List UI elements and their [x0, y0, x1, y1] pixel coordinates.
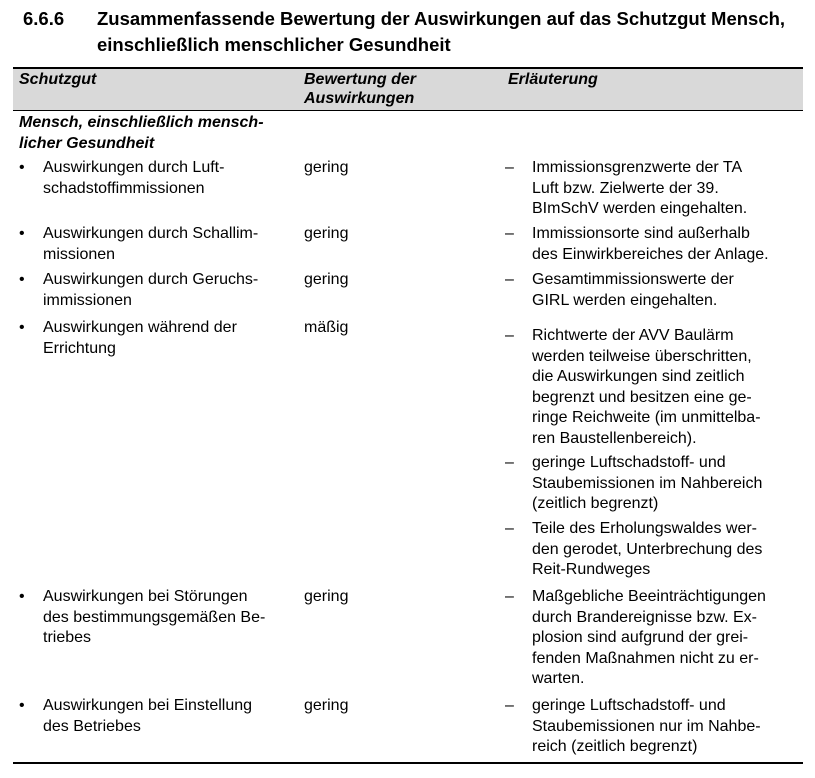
explanation-line: Gesamtimmissionswerte der: [532, 271, 734, 288]
explanation-line: warten.: [532, 670, 585, 687]
schutzgut-item-line: Auswirkungen durch Schallim-: [43, 225, 259, 242]
section-title-line: Zusammenfassende Bewertung der Auswirkungen auf das Schutzgut Mensch,: [97, 8, 786, 29]
dash-icon: –: [505, 327, 514, 344]
schutzgut-item-line: des Betriebes: [43, 717, 141, 735]
schutzgut-item-line: schadstoffimmissionen: [43, 179, 205, 197]
schutzgut-item-text: [43, 696, 308, 737]
explanation-line: werden teilweise überschritten,: [532, 347, 752, 365]
rating-value: gering: [304, 697, 349, 714]
header-schutzgut: Schutzgut: [19, 71, 97, 88]
schutzgut-item-line: Auswirkungen bei Einstellung: [43, 697, 253, 714]
explanation-text: [532, 696, 804, 758]
schutzgut-item-line: des bestimmungsgemäßen Be-: [43, 608, 266, 626]
schutzgut-item-line: Auswirkungen während der: [43, 319, 237, 336]
bullet-icon: •: [19, 588, 25, 605]
explanation-line: den gerodet, Unterbrechung des: [532, 540, 763, 558]
bullet-icon: •: [19, 319, 25, 336]
schutzgut-item-text: [43, 224, 308, 265]
explanation-line: Luft bzw. Zielwerte der 39.: [532, 179, 719, 197]
explanation-text: [532, 326, 804, 449]
dash-icon: –: [505, 697, 514, 714]
header-erlaeuterung: Erläuterung: [508, 71, 598, 88]
explanation-line: Immissionsorte sind außerhalb: [532, 225, 750, 242]
explanation-line: geringe Luftschadstoff- und: [532, 454, 726, 471]
section-number: 6.6.6: [23, 8, 65, 29]
schutzgut-item-line: Auswirkungen durch Geruchs-: [43, 271, 259, 288]
dash-icon: –: [505, 520, 514, 537]
explanation-text: [532, 158, 804, 220]
explanation-line: durch Brandereignisse bzw. Ex-: [532, 608, 757, 626]
explanation-line: begrenzt und besitzen eine ge-: [532, 388, 752, 406]
schutzgut-item-line: Errichtung: [43, 339, 116, 357]
explanation-line: des Einwirkbereiches der Anlage.: [532, 245, 769, 263]
schutzgut-item-text: [43, 587, 308, 649]
bullet-icon: •: [19, 697, 25, 714]
explanation-line: Teile des Erholungswaldes wer-: [532, 520, 757, 537]
section-title-line: einschließlich menschlicher Gesundheit: [97, 34, 451, 55]
bullet-icon: •: [19, 271, 25, 288]
group-label-line: Mensch, einschließlich mensch-: [19, 114, 264, 131]
explanation-line: BImSchV werden eingehalten.: [532, 200, 748, 217]
group-label: [19, 113, 299, 154]
explanation-line: Maßgebliche Beeinträchtigungen: [532, 588, 766, 605]
rating-value: gering: [304, 271, 349, 288]
schutzgut-item-line: triebes: [43, 629, 92, 646]
section-title: [97, 6, 815, 58]
schutzgut-item-text: [43, 318, 308, 359]
explanation-line: plosion sind aufgrund der grei-: [532, 629, 749, 646]
header-bewertung-line: Bewertung der: [304, 71, 417, 88]
explanation-line: Reit-Rundweges: [532, 561, 651, 578]
explanation-text: [532, 224, 804, 265]
rating-value: gering: [304, 225, 349, 242]
explanation-line: GIRL werden eingehalten.: [532, 291, 718, 309]
bullet-icon: •: [19, 225, 25, 242]
explanation-line: ringe Reichweite (im unmittelba-: [532, 409, 761, 426]
explanation-line: (zeitlich begrenzt): [532, 495, 659, 512]
assessment-table: [13, 67, 803, 764]
dash-icon: –: [505, 271, 514, 288]
schutzgut-item-line: Auswirkungen durch Luft-: [43, 159, 225, 176]
schutzgut-item-line: immissionen: [43, 291, 132, 309]
explanation-line: Immissionsgrenzwerte der TA: [532, 159, 743, 176]
schutzgut-item-text: [43, 270, 308, 311]
explanation-text: [532, 270, 804, 311]
bullet-icon: •: [19, 159, 25, 176]
explanation-line: ren Baustellenbereich).: [532, 429, 697, 447]
explanation-line: Staubemissionen im Nahbereich: [532, 474, 763, 492]
explanation-line: fenden Maßnahmen nicht zu er-: [532, 649, 759, 667]
rating-value: gering: [304, 588, 349, 605]
table-header: [13, 69, 803, 111]
rating-value: gering: [304, 159, 349, 176]
section-heading: [23, 6, 815, 58]
group-label-line: licher Gesundheit: [19, 134, 155, 152]
schutzgut-item-line: missionen: [43, 245, 116, 263]
explanation-line: reich (zeitlich begrenzt): [532, 738, 698, 755]
header-bewertung: [304, 71, 416, 108]
explanation-line: Staubemissionen nur im Nahbe-: [532, 717, 761, 735]
dash-icon: –: [505, 225, 514, 242]
explanation-line: Richtwerte der AVV Baulärm: [532, 327, 734, 344]
dash-icon: –: [505, 454, 514, 471]
schutzgut-item-text: [43, 158, 308, 199]
explanation-text: [532, 519, 804, 581]
header-bewertung-line: Auswirkungen: [304, 89, 415, 107]
explanation-line: geringe Luftschadstoff- und: [532, 697, 726, 714]
dash-icon: –: [505, 159, 514, 176]
schutzgut-item-line: Auswirkungen bei Störungen: [43, 588, 248, 605]
explanation-text: [532, 587, 804, 690]
rating-value: mäßig: [304, 319, 349, 336]
explanation-text: [532, 453, 804, 515]
dash-icon: –: [505, 588, 514, 605]
explanation-line: die Auswirkungen sind zeitlich: [532, 368, 745, 385]
